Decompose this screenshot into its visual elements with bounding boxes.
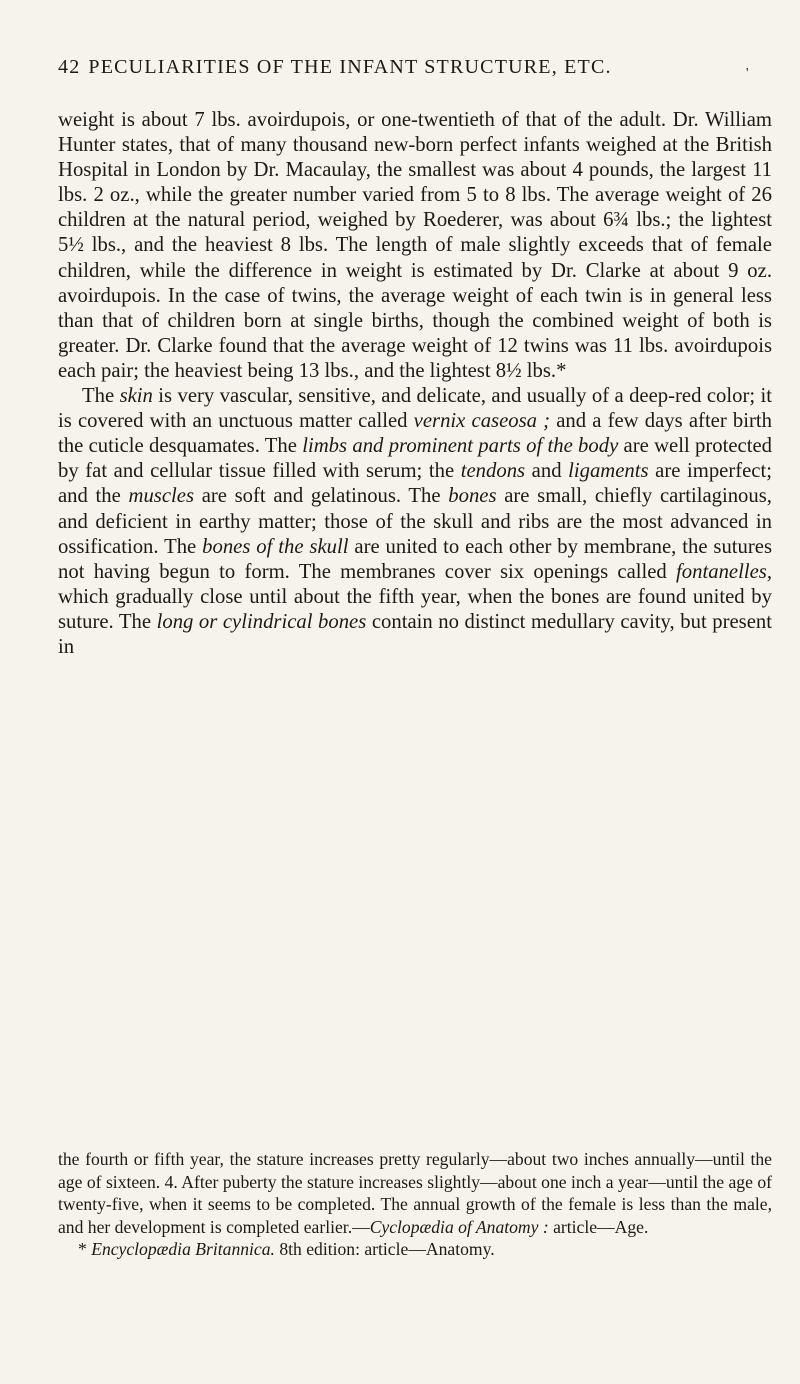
text-run: 8th edition: article—Anatomy.	[274, 1239, 495, 1260]
running-head	[58, 56, 760, 79]
text-run: are united to each other by membrane, the sutures not having begun to form. The membranes cover six openings called	[58, 535, 773, 583]
text-run: and a few days after birth the cuticle desquamates. The	[58, 410, 772, 458]
text-run: are soft and gelatinous. The	[194, 485, 449, 508]
paragraph-skin	[58, 384, 772, 660]
text-run: *	[78, 1239, 92, 1260]
italic-run: tendons	[460, 460, 526, 483]
italic-run: Encyclopædia Britannica.	[91, 1239, 275, 1260]
italic-run: limbs and prominent parts of the body	[302, 435, 619, 458]
footnotes	[58, 1148, 772, 1261]
text-run: is very vascular, sensitive, and delicate, and usually of a deep-red color; it is covered with an unctuous matter called	[58, 385, 772, 433]
text-run: contain no distinct medullary cavity, but present in	[58, 610, 772, 658]
body-text	[58, 108, 772, 660]
margin-mark: '	[746, 66, 749, 81]
italic-run: vernix caseosa ;	[413, 410, 551, 433]
running-title: PECULIARITIES OF THE INFANT STRUCTURE, ETC.	[88, 56, 612, 78]
text-run: and	[525, 460, 569, 483]
italic-run: fontanelles,	[676, 560, 772, 583]
text-run: The	[82, 385, 120, 408]
italic-run: bones	[448, 485, 497, 508]
italic-run: skin	[119, 385, 153, 408]
italic-run: bones of the skull	[202, 535, 349, 558]
paragraph-weight: weight is about 7 lbs. avoirdupois, or one-twentieth of that of the adult. Dr. William Hunter states, that of many thousand new-born perfect infants weighed at the British Hospital in London by Dr. Macaulay, the smallest was about 4 pounds, the largest 11 lbs. 2 oz., while the greater number varied from 5 to 8 lbs. The average weight of 26 children at the natural period, weighed by Roederer, was about 6¾ lbs.; the lightest 5½ lbs., and the heaviest 8 lbs. The length of male slightly exceeds that of female children, while the difference in weight is estimated by Dr. Clarke at about 9 oz. avoirdupois. In the case of twins, the average weight of each twin is in general less than that of children born at single births, though the combined weight of both is greater. Dr. Clarke found that the average weight of 12 twins was 11 lbs. avoirdupois each pair; the heaviest being 13 lbs., and the lightest 8½ lbs.*	[58, 109, 772, 382]
text-run: are imperfect; and the	[58, 460, 772, 508]
text-run: which gradually close until about the fifth year, when the bones are found united by suture. The	[58, 585, 772, 633]
italic-run: Cyclopædia of Anatomy :	[369, 1216, 549, 1237]
italic-run: ligaments	[568, 460, 649, 483]
page-number: 42	[58, 56, 81, 78]
footnote-continuation	[58, 1148, 772, 1238]
text-run: are small, chiefly cartilaginous, and deficient in earthy matter; those of the skull and ribs are the most advanced in ossification. The	[58, 485, 772, 558]
text-run: article—Age.	[548, 1216, 649, 1237]
text-run: are well protected by fat and cellular tissue filled with serum; the	[58, 435, 772, 483]
italic-run: long or cylindrical bones	[156, 610, 367, 633]
footnote-star	[58, 1238, 772, 1261]
text-run: the fourth or fifth year, the stature increases pretty regularly—about two inches annually—until the age of sixteen. 4. After puberty the stature increases slightly—about one inch a year—until the age of twenty-five, when it seems to be completed. The annual growth of the female is less than the male, and her development is completed earlier.—	[58, 1149, 772, 1237]
italic-run: muscles	[128, 485, 195, 508]
